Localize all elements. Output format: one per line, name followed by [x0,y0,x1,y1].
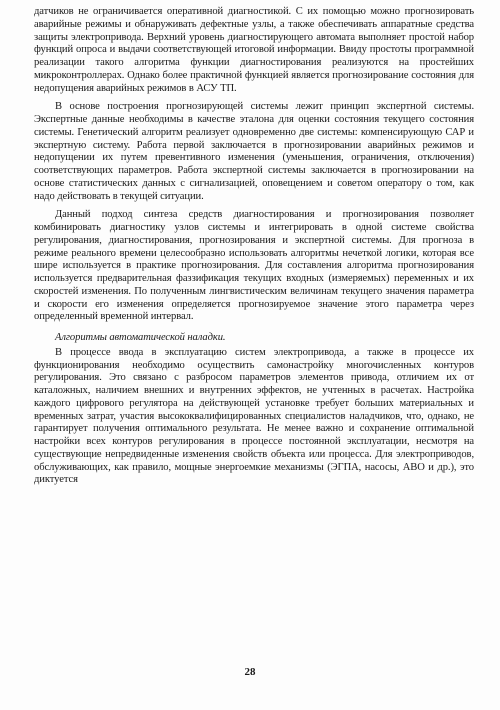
page-number: 28 [244,666,256,678]
paragraph-fuzzy-logic: Данный подход синтеза средств диагностирования и прогнозирования позволяет комбинировать диагностику узлов системы и интегрировать в одной системе свойства регулирования, диагностирования, прогнозирования и экспертной системы. Для прогноза в режиме реального времени целесообразно использовать алгоритмы нечеткой логики, которая все шире используется в практике прогнозирования. Для составления алгоритма прогнозирования используется предварительная фаззификация текущих входных (измеряемых) переменных и их скоростей изменения. По полученным лингвистическим величинам текущего значения параметра и скорости его изменения определяется прогнозируемое значение этого параметра через определенный временной интервал. [34,209,474,323]
paragraph-continued: датчиков не ограничивается оперативной диагностикой. С их помощью можно прогнозировать аварийные режимы и обнаруживать дефектные узлы, а также обеспечивать аппаратные средства защиты электропривода. Верхний уровень диагностирующего автомата выполняет простой набор функций опроса и выдачи соответствующей итоговой информации. Ввиду простоты программной реализации такого алгоритма функции диагностирования реализуются на простейших микроконтроллерах. Однако более практичной функцией является прогнозирование состояния для недопущения аварийных режимов в АСУ ТП. [34,6,474,94]
paragraph-expert-system: В основе построения прогнозирующей системы лежит принцип экспертной системы. Экспертные данные необходимы в качестве эталона для оценки состояния текущего состояния системы. Генетический алгоритм реализует одновременно две системы: компенсирующую САР и экспертную систему. Работа первой заключается в прогнозировании аварийных режимов и недопущении их путем превентивного изменения (уменьшения, ограничения, отключения) соответствующих параметров. Работа экспертной системы заключается в прогнозировании на основе статистических данных с сигнализацией, оповещением и советом оператору о том, как надо действовать в текущей ситуации. [34,101,474,202]
body-text [34,6,474,487]
paragraph-auto-tuning: В процессе ввода в эксплуатацию систем электропривода, а также в процессе их функционирования необходимо осуществить самонастройку многочисленных контуров регулирования. Это связано с разбросом параметров элементов привода, отличием их от каталожных, наличием внешних и внутренних эффектов, не учтенных в расчетах. Настройка каждого цифрового регулятора на действующей установке требует больших материальных и временных затрат, участия высококвалифицированных специалистов наладчиков, что, однако, не гарантирует получения оптимального результата. Не менее важно и сохранение оптимальной настройки всех контуров регулирования в процессе постоянной эксплуатации, несмотря на существующие непредвиденные изменения свойств объекта или процесса. Для электроприводов, обслуживающих, как правило, мощные энергоемкие механизмы (ЭГПА, насосы, АВО и др.), это диктуется [34,346,474,486]
section-heading: Алгоритмы автоматической наладки. [55,332,226,343]
